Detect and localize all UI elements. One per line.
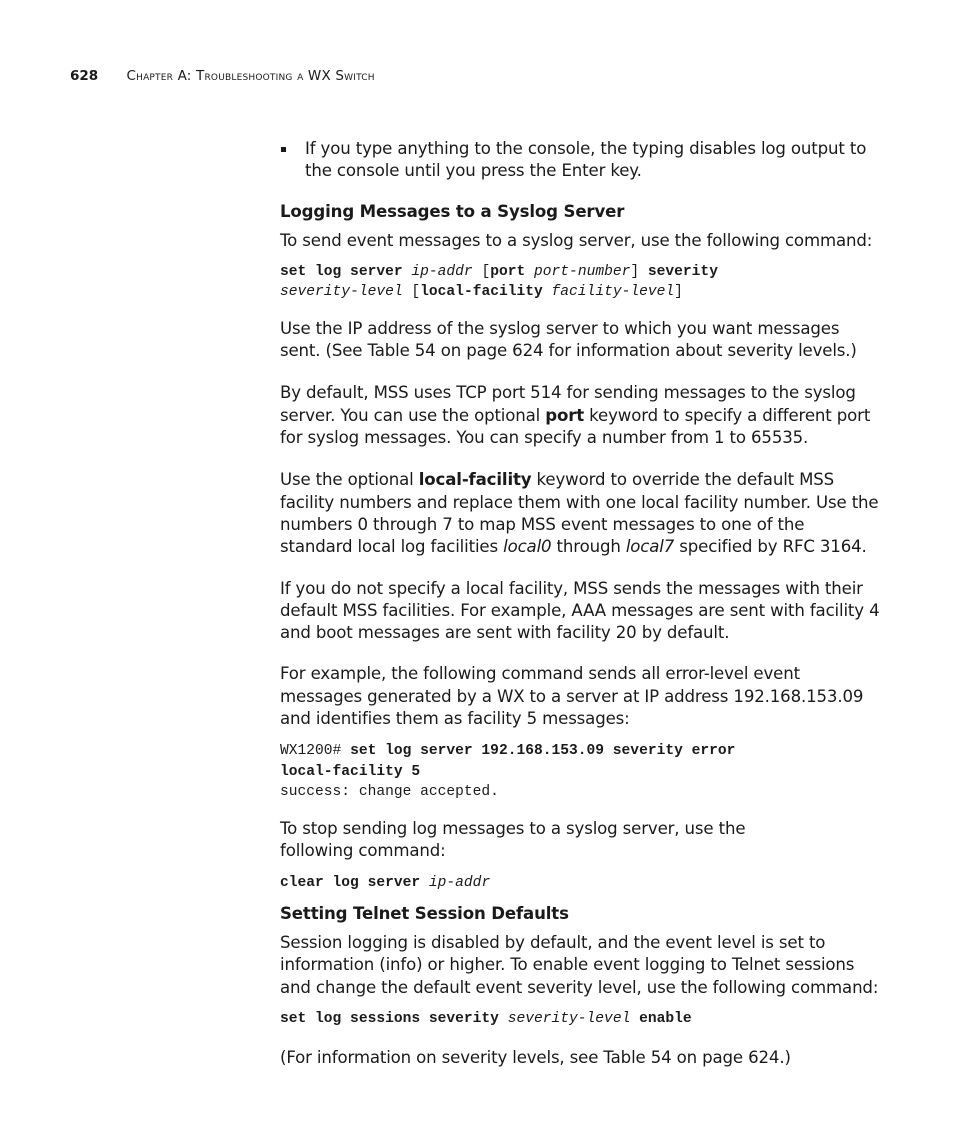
clear-log-command: clear log server ip-addr (280, 875, 491, 892)
syslog-paragraph-port: By default, MSS uses TCP port 514 for sending messages to the syslog server. You can use the optional port keyword to specify a different port for syslog messages. You can specify a number from 1 to 65535. (280, 383, 871, 448)
square-bullet-icon (281, 147, 286, 152)
syslog-intro: To send event messages to a syslog server, use the following command: (280, 230, 873, 250)
telnet-paragraph-note: (For information on severity levels, see Table 54 on page 624.) (280, 1048, 791, 1068)
cli-output: success: change accepted. (280, 784, 499, 801)
syslog-command-syntax: set log server ip-addr [port port-number] severity severity-level [local-facility facility-level] (280, 263, 718, 301)
cli-prompt: WX1200# (280, 743, 351, 760)
page-header (70, 66, 375, 86)
page-number: 628 (70, 68, 99, 84)
section-heading-telnet: Setting Telnet Session Defaults (280, 903, 569, 923)
list-item (280, 138, 875, 183)
syslog-paragraph-stop: To stop sending log messages to a syslog server, use the following command: (280, 818, 746, 861)
syslog-paragraph-facility: Use the optional local-facility keyword to override the default MSS facility numbers and replace them with one local facility number. Use the numbers 0 through 7 to map MSS event messages to one of the standard local log facilities local0 through local7 specified by RFC 3164. (280, 470, 879, 557)
syslog-example-command: WX1200# set log server 192.168.153.09 severity error local-facility 5 success: change accepted. (280, 743, 736, 801)
syslog-paragraph-ip: Use the IP address of the syslog server to which you want messages sent. (See Table 54 on page 624 for information about severity levels.) (280, 318, 857, 361)
syslog-paragraph-example: For example, the following command sends all error-level event messages generated by a WX to a server at IP address 192.168.153.09 and identifies them as facility 5 messages: (280, 664, 864, 729)
section-heading-syslog: Logging Messages to a Syslog Server (280, 201, 625, 221)
bullet-text: If you type anything to the console, the typing disables log output to the console until you press the Enter key. (305, 139, 867, 181)
telnet-command-syntax: set log sessions severity severity-level enable (280, 1010, 692, 1027)
chapter-title: Chapter A: Troubleshooting a WX Switch (126, 68, 375, 84)
page-body (280, 138, 880, 1070)
telnet-paragraph-intro: Session logging is disabled by default, and the event level is set to information (info) or higher. To enable event logging to Telnet sessions and change the default event severity level, use the following command: (280, 932, 879, 997)
syslog-paragraph-default: If you do not specify a local facility, MSS sends the messages with their default MSS facilities. For example, AAA messages are sent with facility 4 and boot messages are sent with facility 20 by default. (280, 578, 880, 643)
